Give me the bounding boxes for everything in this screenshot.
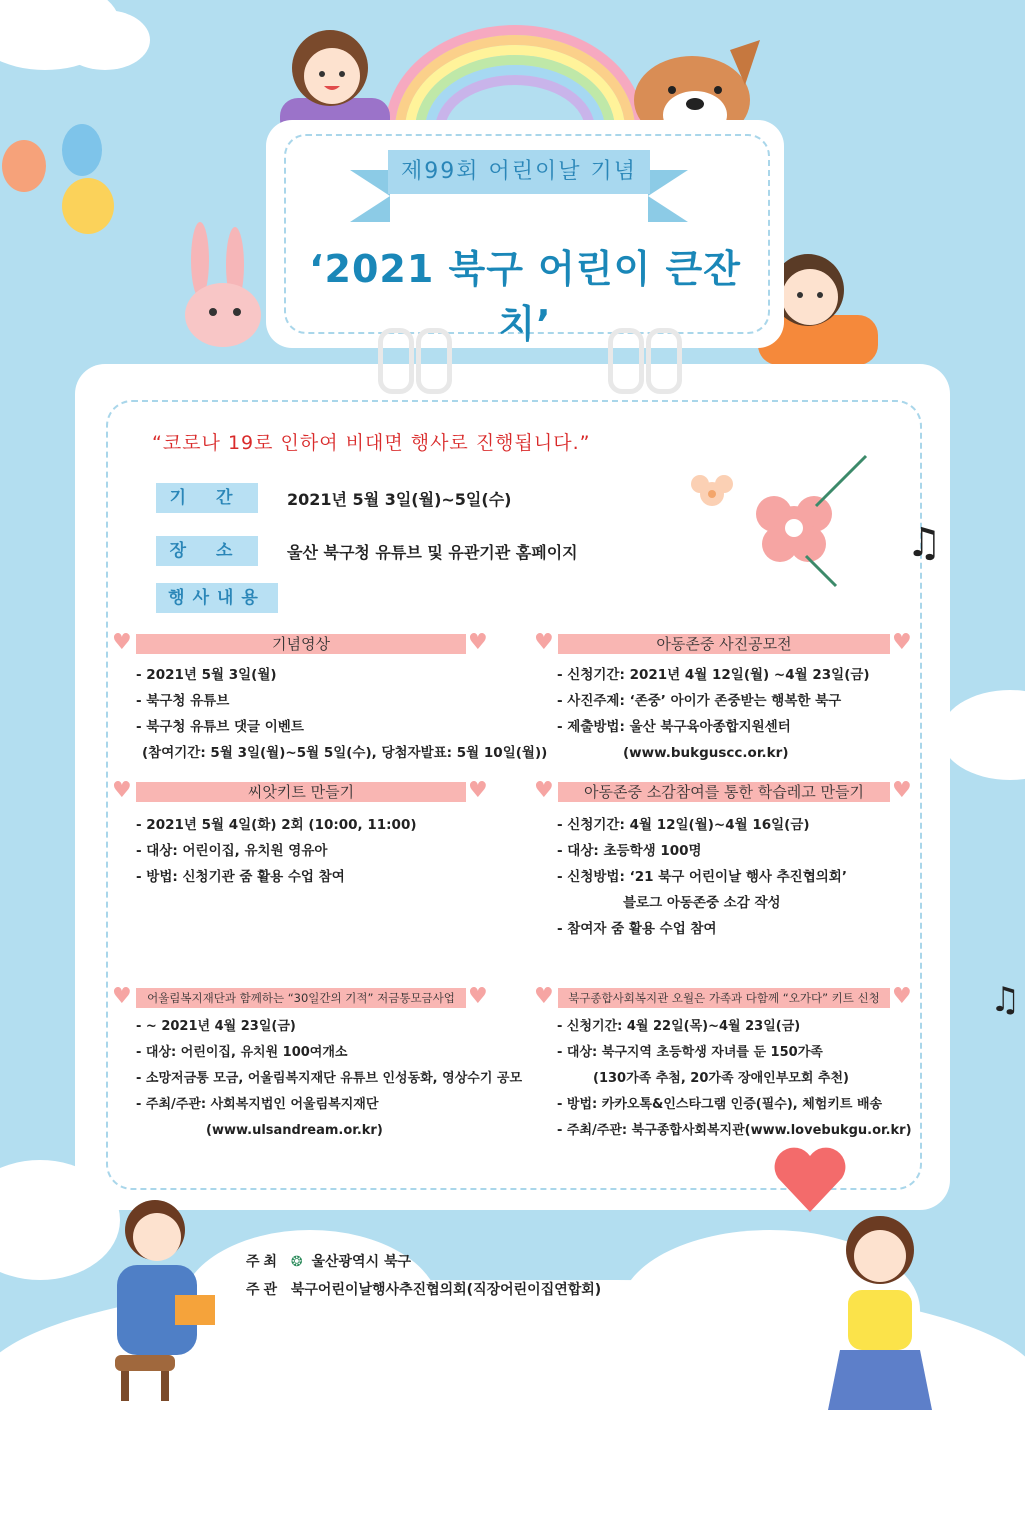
list-item: (www.ulsandream.or.kr) bbox=[206, 1123, 383, 1138]
section-header bbox=[112, 984, 490, 1009]
list-item: - 소망저금통 모금, 어울림복지재단 유튜브 인성동화, 영상수기 공모 bbox=[136, 1071, 523, 1086]
organizers bbox=[246, 1248, 601, 1304]
host-row bbox=[246, 1248, 601, 1276]
list-item: - 신청기간: 4월 12일(월)~4월 16일(금) bbox=[557, 817, 810, 833]
music-note-icon: ♫ bbox=[990, 980, 1021, 1020]
cloud-decoration bbox=[60, 10, 150, 70]
list-item: - 주최/주관: 북구종합사회복지관(www.lovebukgu.or.kr) bbox=[557, 1123, 912, 1138]
section-header bbox=[534, 984, 914, 1009]
notice-text: “코로나 19로 인하여 비대면 행사로 진행됩니다.” bbox=[152, 432, 591, 454]
list-item: - 신청기간: 2021년 4월 12일(월) ~4월 23일(금) bbox=[557, 667, 870, 683]
host-label: 주최 bbox=[246, 1254, 282, 1270]
binder-ring bbox=[416, 328, 452, 394]
section-list bbox=[136, 662, 547, 766]
host-value: 울산광역시 북구 bbox=[311, 1254, 412, 1270]
heart-icon: ♥ bbox=[534, 778, 554, 803]
bukgu-logo-icon: ❂ bbox=[290, 1254, 303, 1270]
section-title: 북구종합사회복지관 오월은 가족과 다함께 “오가다” 키트 신청 bbox=[558, 988, 890, 1008]
list-item: (참여기간: 5월 3일(월)~5월 5일(수), 당첨자발표: 5월 10일(월)) bbox=[142, 745, 548, 761]
heart-icon: ♥ bbox=[112, 630, 132, 655]
list-item: - 제출방법: 울산 북구육아종합지원센터 bbox=[557, 719, 791, 735]
list-item: - 주최/주관: 사회복지법인 어울림복지재단 bbox=[136, 1097, 379, 1112]
organizer-value: 북구어린이날행사추진협의회(직장어린이집연합회) bbox=[290, 1282, 602, 1298]
section-title: 기념영상 bbox=[136, 634, 466, 654]
list-item: - 대상: 북구지역 초등학생 자녀를 둔 150가족 bbox=[557, 1045, 823, 1060]
heart-balloon-icon bbox=[770, 1140, 850, 1220]
section-list bbox=[136, 1014, 522, 1144]
list-item: - 사진주제: ‘존중’ 아이가 존중받는 행복한 북구 bbox=[557, 693, 842, 709]
list-item: (130가족 추첨, 20가족 장애인부모회 추천) bbox=[593, 1071, 849, 1086]
heart-icon: ♥ bbox=[892, 630, 912, 655]
place-value: 울산 북구청 유튜브 및 유관기관 홈페이지 bbox=[287, 543, 578, 562]
list-item: - 2021년 5월 3일(월) bbox=[136, 667, 277, 683]
list-item: - 방법: 신청기관 줌 활용 수업 참여 bbox=[136, 869, 345, 885]
binder-ring bbox=[646, 328, 682, 394]
section-list bbox=[557, 1014, 912, 1144]
ribbon-right-tail bbox=[648, 170, 688, 222]
place-label: 장 소 bbox=[156, 536, 258, 566]
heart-icon: ♥ bbox=[468, 630, 488, 655]
list-item: - 북구청 유튜브 댓글 이벤트 bbox=[136, 719, 304, 735]
section-title: 아동존중 사진공모전 bbox=[558, 634, 890, 654]
rainbow-illustration bbox=[380, 20, 650, 130]
section-title: 아동존중 소감참여를 통한 학습레고 만들기 bbox=[558, 782, 890, 802]
event-title: ‘2021 북구 어린이 큰잔치’ bbox=[309, 247, 741, 346]
list-item: - 방법: 카카오톡&인스타그램 인증(필수), 체험키트 배송 bbox=[557, 1097, 883, 1112]
heart-icon: ♥ bbox=[468, 984, 488, 1009]
period-label: 기 간 bbox=[156, 483, 258, 513]
event-subtitle: 제99회 어린이날 기념 bbox=[401, 159, 637, 184]
section-header bbox=[112, 630, 490, 655]
balloon-icon bbox=[2, 140, 46, 192]
binder-ring bbox=[378, 328, 414, 394]
list-item: (www.bukguscc.or.kr) bbox=[623, 745, 789, 761]
music-note-icon: ♫ bbox=[906, 520, 942, 566]
section-title: 씨앗키트 만들기 bbox=[136, 782, 466, 802]
list-item: - 대상: 어린이집, 유치원 영유아 bbox=[136, 843, 328, 859]
ribbon-left-tail bbox=[350, 170, 390, 222]
list-item: - 대상: 어린이집, 유치원 100여개소 bbox=[136, 1045, 348, 1060]
list-item: - 2021년 5월 4일(화) 2회 (10:00, 11:00) bbox=[136, 817, 417, 833]
section-title: 어울림복지재단과 함께하는 “30일간의 기적” 저금통모금사업 bbox=[136, 988, 466, 1008]
list-item: 블로그 아동존중 소감 작성 bbox=[623, 895, 781, 911]
balloon-icon bbox=[62, 178, 114, 234]
list-item: - 대상: 초등학생 100명 bbox=[557, 843, 702, 859]
heart-icon: ♥ bbox=[534, 984, 554, 1009]
list-item: - 북구청 유튜브 bbox=[136, 693, 230, 709]
content-label: 행사내용 bbox=[156, 583, 278, 613]
section-header bbox=[112, 778, 490, 803]
heart-icon: ♥ bbox=[112, 984, 132, 1009]
balloon-icon bbox=[62, 124, 102, 176]
list-item: - ~ 2021년 4월 23일(금) bbox=[136, 1019, 296, 1034]
heart-icon: ♥ bbox=[112, 778, 132, 803]
cloud-decoration bbox=[940, 690, 1025, 780]
organizer-row bbox=[246, 1276, 601, 1304]
section-header bbox=[534, 630, 914, 655]
heart-icon: ♥ bbox=[534, 630, 554, 655]
man-reading-illustration bbox=[95, 1195, 245, 1405]
section-list bbox=[136, 812, 417, 890]
section-list bbox=[557, 662, 870, 766]
organizer-label: 주관 bbox=[246, 1282, 282, 1298]
section-header bbox=[534, 778, 914, 803]
girl-with-balloon-illustration bbox=[800, 1210, 960, 1410]
heart-icon: ♥ bbox=[468, 778, 488, 803]
binder-ring bbox=[608, 328, 644, 394]
flower-decoration bbox=[676, 446, 876, 596]
heart-icon: ♥ bbox=[892, 778, 912, 803]
list-item: - 신청기간: 4월 22일(목)~4월 23일(금) bbox=[557, 1019, 801, 1034]
list-item: - 참여자 줌 활용 수업 참여 bbox=[557, 921, 717, 937]
section-list bbox=[557, 812, 847, 942]
heart-icon: ♥ bbox=[892, 984, 912, 1009]
period-value: 2021년 5월 3일(월)~5일(수) bbox=[287, 490, 512, 509]
list-item: - 신청방법: ‘21 북구 어린이날 행사 추진협의회’ bbox=[557, 869, 847, 885]
